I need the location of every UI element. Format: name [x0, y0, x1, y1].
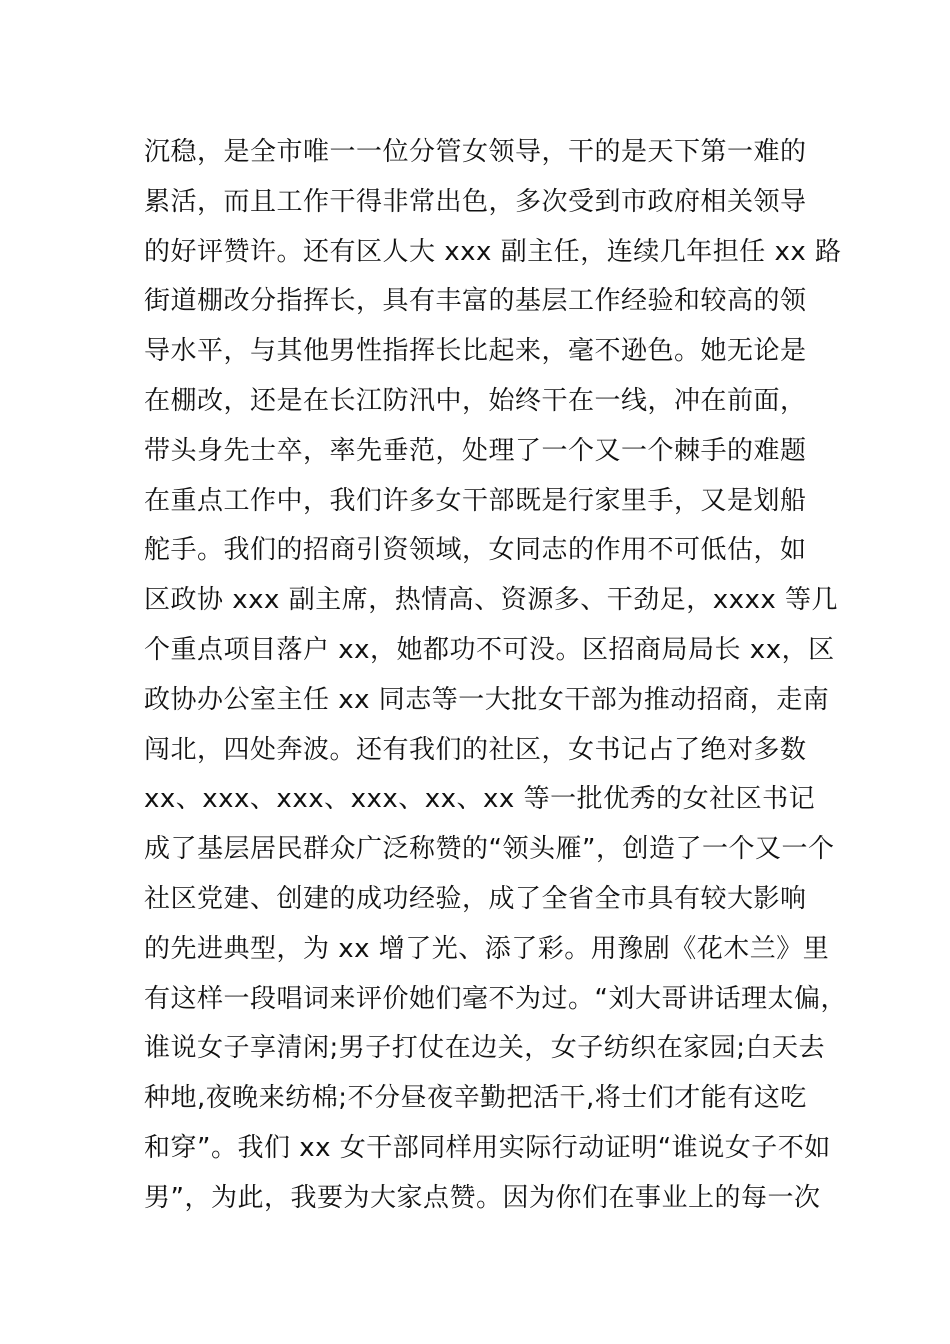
text-line: 街道棚改分指挥长，具有丰富的基层工作经验和较高的领 — [144, 286, 807, 317]
text-line: 和穿”。我们 xx 女干部同样用实际行动证明“谁说女子不如 — [144, 1132, 831, 1163]
text-line: 累活，而且工作干得非常出色，多次受到市政府相关领导 — [144, 186, 807, 217]
text-line: 在棚改，还是在长江防汛中，始终干在一线，冲在前面， — [144, 385, 807, 416]
text-line: 种地,夜晚来纺棉;不分昼夜辛勤把活干,将士们才能有这吃 — [144, 1083, 807, 1114]
text-line: 政协办公室主任 xx 同志等一大批女干部为推动招商，走南 — [144, 684, 830, 715]
text-line: 谁说女子享清闲;男子打仗在边关，女子纺织在家园;白天去 — [144, 1033, 826, 1064]
body-text — [144, 128, 847, 1224]
text-line: 男”，为此，我要为大家点赞。因为你们在事业上的每一次 — [144, 1182, 821, 1213]
text-line: 舵手。我们的招商引资领域，女同志的作用不可低估，如 — [144, 535, 807, 566]
text-line: 区政协 xxx 副主席，热情高、资源多、干劲足，xxxx 等几 — [144, 585, 839, 616]
text-line: xx、xxx、xxx、xxx、xx、xx 等一批优秀的女社区书记 — [144, 784, 816, 815]
text-line: 沉稳，是全市唯一一位分管女领导，干的是天下第一难的 — [144, 137, 807, 167]
text-line: 导水平，与其他男性指挥长比起来，毫不逊色。她无论是 — [144, 336, 807, 367]
text-line: 社区党建、创建的成功经验，成了全省全市具有较大影响 — [144, 883, 807, 914]
text-line: 带头身先士卒，率先垂范，处理了一个又一个棘手的难题 — [144, 435, 807, 466]
text-line: 闯北，四处奔波。还有我们的社区，女书记占了绝对多数 — [144, 734, 807, 765]
text-line: 有这样一段唱词来评价她们毫不为过。“刘大哥讲话理太偏， — [144, 983, 847, 1014]
text-line: 的好评赞许。还有区人大 xxx 副主任，连续几年担任 xx 路 — [144, 236, 842, 267]
text-line: 成了基层居民群众广泛称赞的“领头雁”，创造了一个又一个 — [144, 834, 835, 865]
text-line: 在重点工作中，我们许多女干部既是行家里手，又是划船 — [144, 485, 807, 516]
text-line: 的先进典型，为 xx 增了光、添了彩。用豫剧《花木兰》里 — [144, 933, 830, 964]
text-line: 个重点项目落户 xx，她都功不可没。区招商局局长 xx，区 — [144, 634, 835, 665]
